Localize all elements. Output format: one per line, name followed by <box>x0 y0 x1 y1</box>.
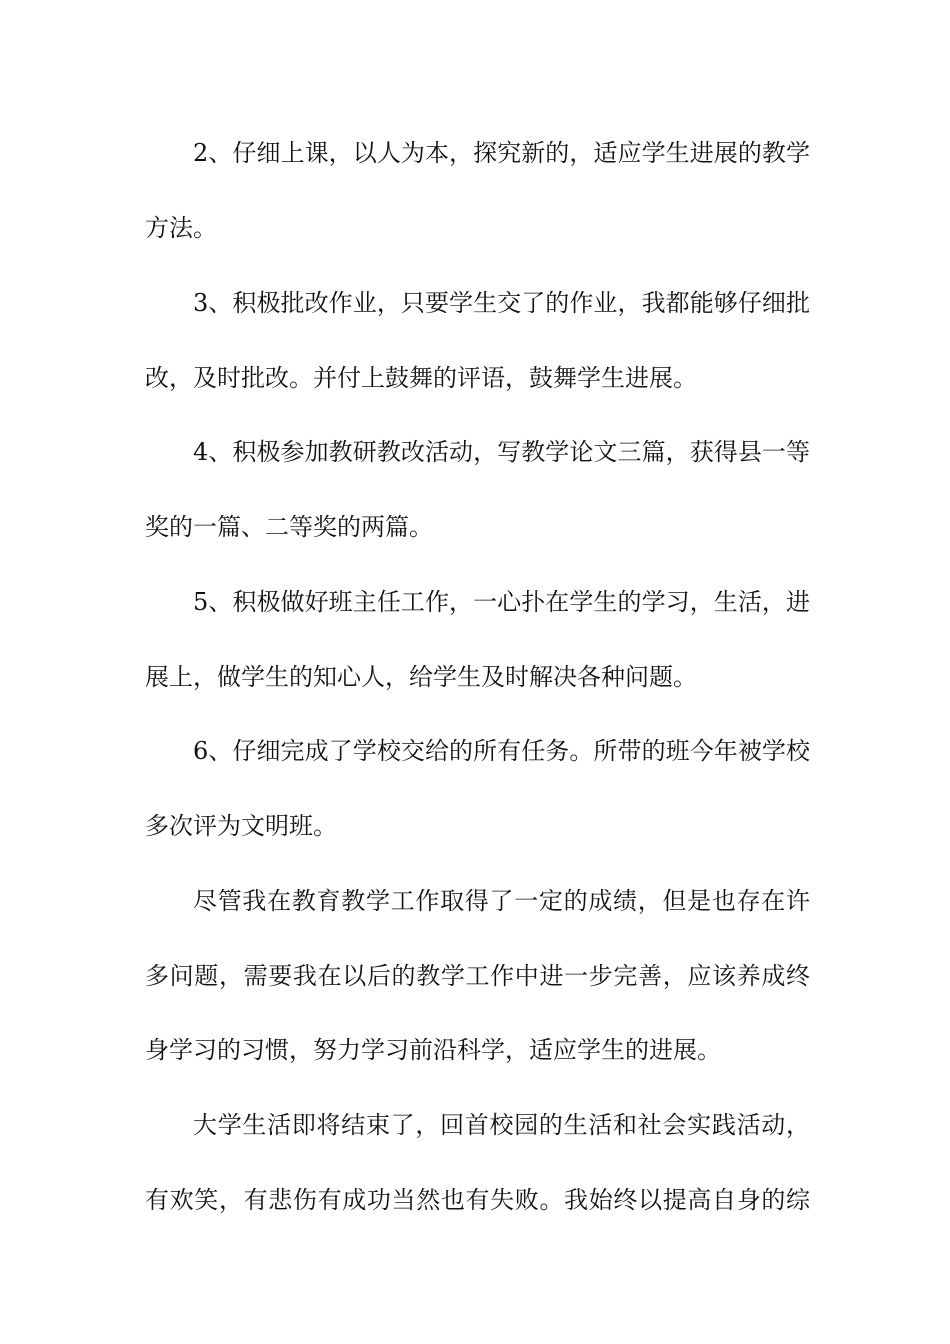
paragraph-6-line-2: 多次评为文明班。 <box>145 812 337 840</box>
paragraph-6-line-1: 6、仔细完成了学校交给的所有任务。所带的班今年被学校 <box>193 737 810 765</box>
paragraph-3-line-1: 3、积极批改作业，只要学生交了的作业，我都能够仔细批 <box>193 289 810 317</box>
paragraph-7-line-2: 多问题，需要我在以后的教学工作中进一步完善，应该养成终 <box>145 962 810 990</box>
paragraph-2-line-1: 2、仔细上课，以人为本，探究新的，适应学生进展的教学 <box>193 139 810 167</box>
paragraph-5-line-1: 5、积极做好班主任工作，一心扑在学生的学习，生活，进 <box>193 588 810 616</box>
paragraph-7-line-3: 身学习的习惯，努力学习前沿科学，适应学生的进展。 <box>145 1036 721 1064</box>
paragraph-7-line-1: 尽管我在教育教学工作取得了一定的成绩，但是也存在许 <box>193 887 810 915</box>
paragraph-5-line-2: 展上，做学生的知心人，给学生及时解决各种问题。 <box>145 663 697 691</box>
paragraph-4-line-2: 奖的一篇、二等奖的两篇。 <box>145 513 433 541</box>
paragraph-3-line-2: 改，及时批改。并付上鼓舞的评语，鼓舞学生进展。 <box>145 364 697 392</box>
paragraph-8-line-2: 有欢笑，有悲伤有成功当然也有失败。我始终以提高自身的综 <box>145 1186 810 1214</box>
paragraph-4-line-1: 4、积极参加教研教改活动，写教学论文三篇，获得县一等 <box>193 438 810 466</box>
paragraph-2-line-2: 方法。 <box>145 214 217 242</box>
paragraph-8-line-1: 大学生活即将结束了，回首校园的生活和社会实践活动， <box>193 1111 810 1139</box>
